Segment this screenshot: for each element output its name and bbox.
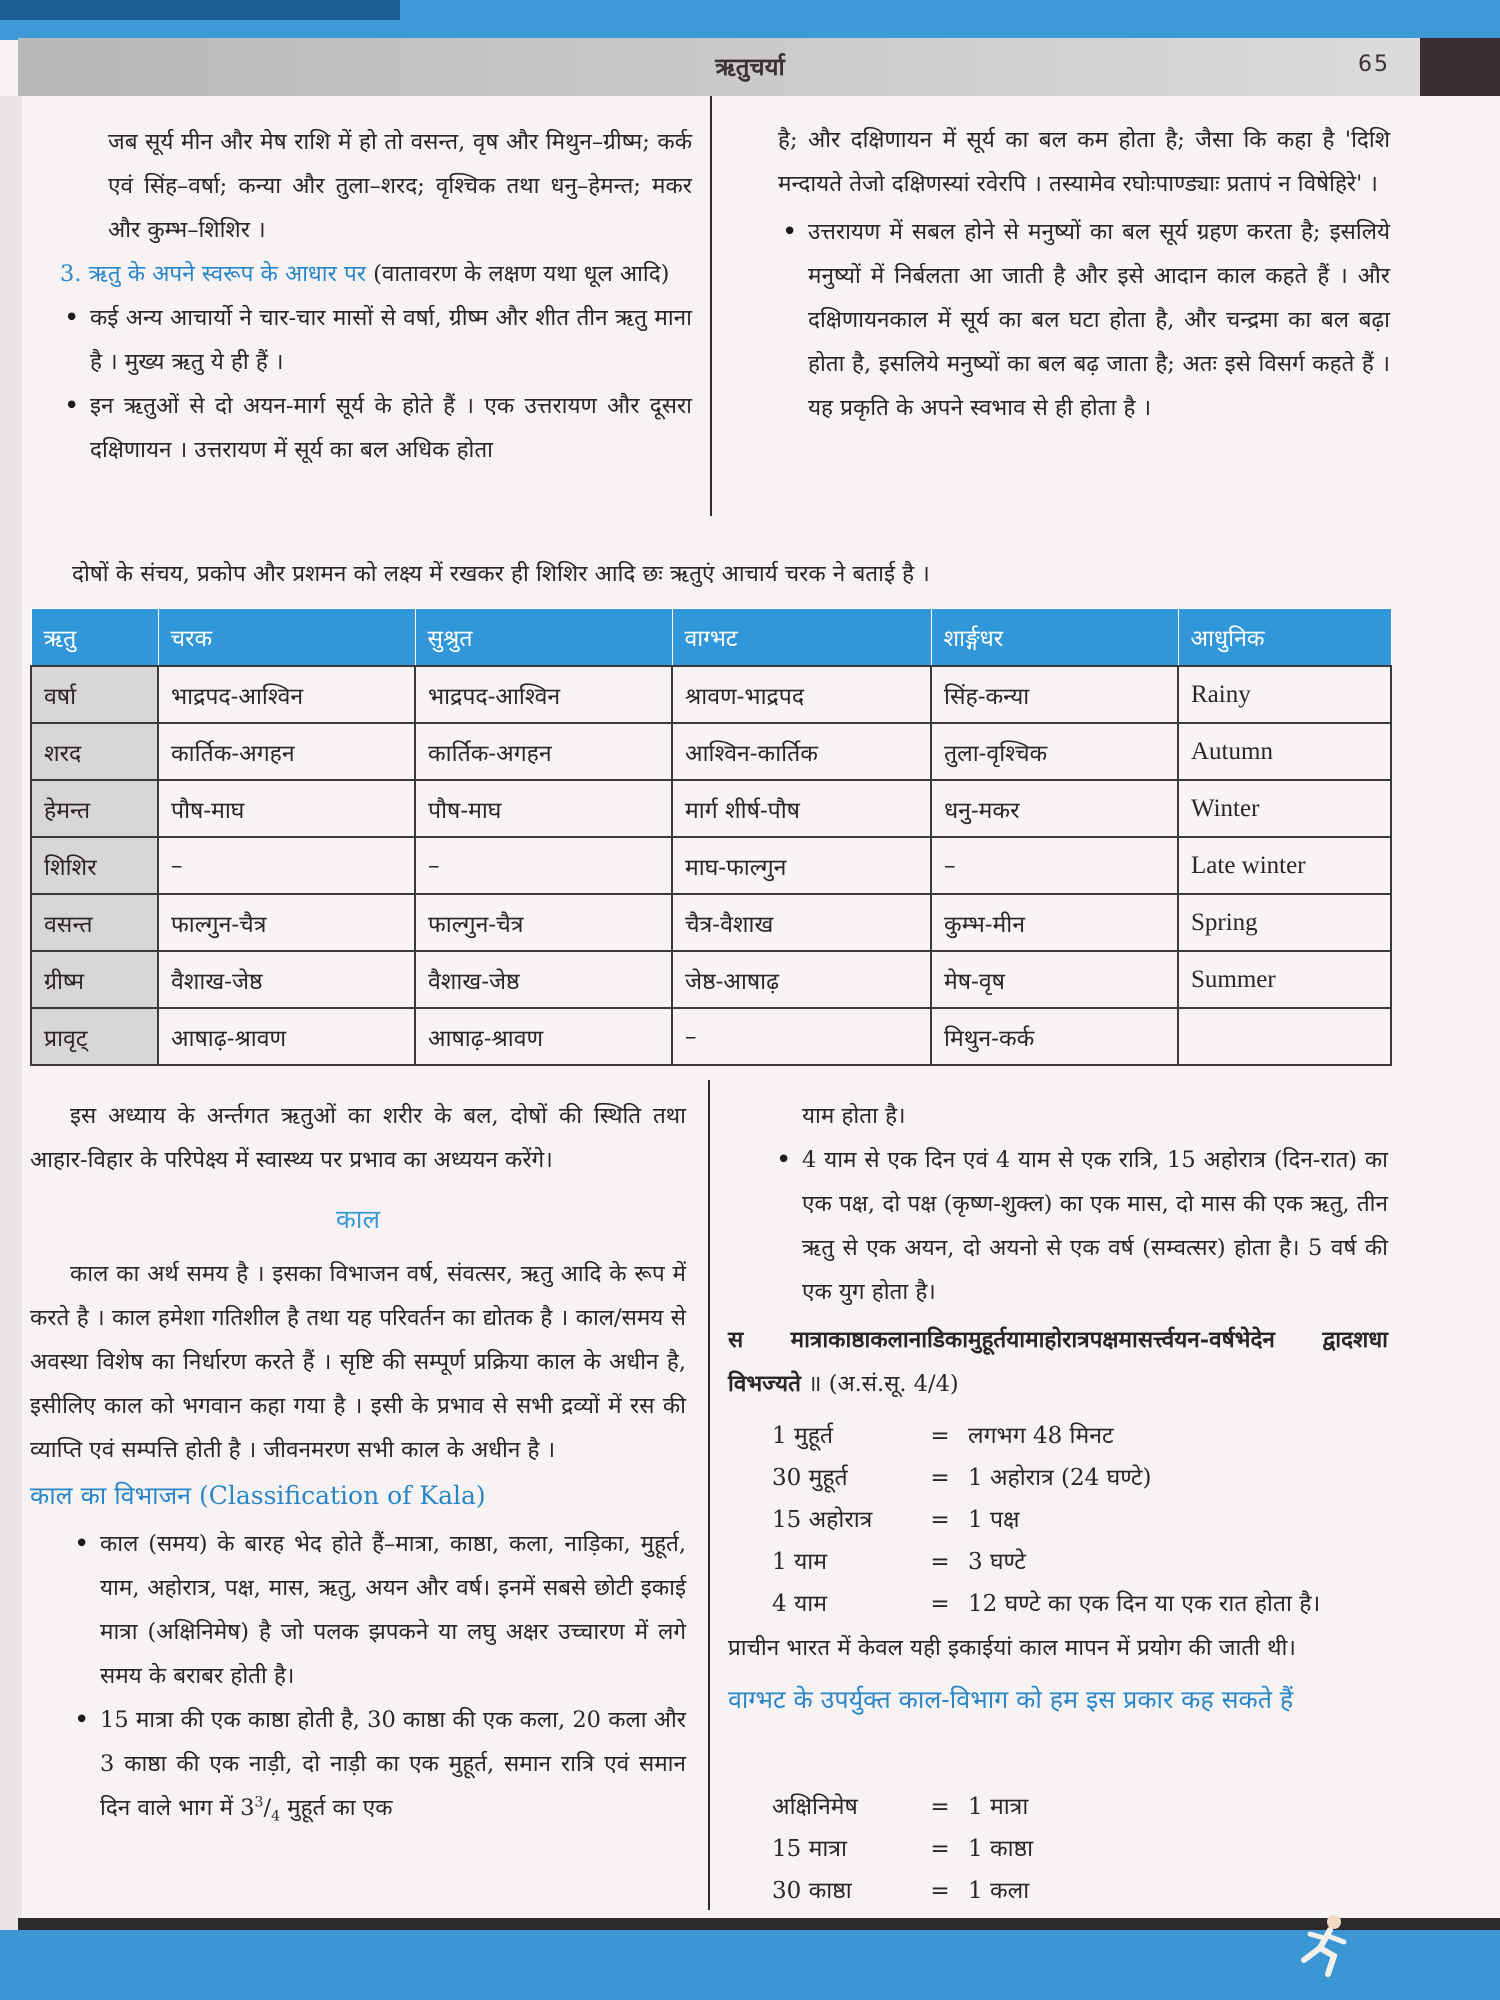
- table-cell: मेष-वृष: [931, 951, 1178, 1008]
- unit-left: 1 मुहूर्त: [772, 1423, 834, 1449]
- table-cell: –: [415, 837, 672, 894]
- fraction-denominator: 4: [271, 1808, 280, 1825]
- bullet-matra-kashtha-end: मुहूर्त का एक: [279, 1795, 393, 1821]
- table-cell: –: [158, 837, 415, 894]
- table-cell: कुम्भ-मीन: [931, 894, 1178, 951]
- table-cell: –: [931, 837, 1178, 894]
- unit-row: [772, 1583, 1320, 1625]
- bottom-left-column: [30, 1094, 686, 1830]
- table-cell: वर्षा: [31, 666, 158, 723]
- bullet-matra-kashtha: • 15 मात्रा की एक काष्ठा होती है, 30 काष्ठा की एक कला, 20 कला और 3 काष्ठा की एक नाड़ी, दो नाड़ी का एक मुहूर्त, समान रात्रि एवं समान दिन वाले भाग में $3^3/_4$ मुहूर्त का एक: [70, 1698, 686, 1830]
- shloka-line: [728, 1318, 1388, 1406]
- unit-equals: =: [930, 1465, 950, 1491]
- ancient-units-block: [728, 1626, 1388, 1722]
- unit-left: 30 काष्ठा: [772, 1878, 852, 1904]
- table-cell: पौष-माघ: [415, 780, 672, 837]
- ancient-units-line: प्राचीन भारत में केवल यही इकाईयां काल मापन में प्रयोग की जाती थी।: [728, 1635, 1296, 1661]
- item-3-rest: (वातावरण के लक्षण यथा धूल आदि): [365, 261, 670, 287]
- table-cell: वैशाख-जेष्ठ: [158, 951, 415, 1008]
- yaam-line: याम होता है।: [802, 1103, 906, 1129]
- ritu-table: [30, 608, 1392, 1066]
- bullet-three-seasons: • कई अन्य आचार्यो ने चार-चार मासों से वर्षा, ग्रीष्म और शीत तीन ऋतु माना है । मुख्य ऋतु ये ही हैं ।: [60, 296, 692, 384]
- unit-right: 1 काष्ठा: [968, 1836, 1034, 1862]
- page-gutter: [0, 96, 22, 1930]
- header-vagbhata: वाग्भट: [672, 609, 931, 667]
- table-cell: फाल्गुन-चैत्र: [415, 894, 672, 951]
- bullet-ayana: • इन ऋतुओं से दो अयन-मार्ग सूर्य के होते हैं । एक उत्तरायण और दूसरा दक्षिणायन । उत्तरायण में सूर्य का बल अधिक होता: [60, 384, 692, 472]
- unit-right: 1 पक्ष: [968, 1507, 1020, 1533]
- table-cell: वसन्त: [31, 894, 158, 951]
- table-cell: माघ-फाल्गुन: [672, 837, 931, 894]
- header-charaka: चरक: [158, 609, 415, 667]
- unit-equals: =: [930, 1549, 950, 1575]
- page-number: 65: [1358, 52, 1390, 77]
- classification-list: [30, 1522, 686, 1830]
- dakshinayana-paragraph: है; और दक्षिणायन में सूर्य का बल कम होता है; जैसा कि कहा है 'दिशि मन्दायते तेजो दक्षिणस्यां रवेरपि । तस्यामेव रघोःपाण्ड्याः प्रतापं न विषेहिरे' ।: [778, 127, 1390, 197]
- kala-heading: काल: [335, 1205, 381, 1235]
- table-cell: श्रावण-भाद्रपद: [672, 666, 931, 723]
- kala-paragraph: काल का अर्थ समय है । इसका विभाजन वर्ष, संवत्सर, ऋतु आदि के रूप में करते है । काल हमेशा गतिशील है तथा यह परिवर्तन का द्योतक है । काल/समय से अवस्था विशेष का निर्धारण करते हैं । सृष्टि की सम्पूर्ण प्रक्रिया काल के अधीन है, इसीलिए काल को भगवान कहा गया है । इसी के प्रभाव से सभी द्रव्यों में रस की व्याप्ति एवं सम्पत्ति होती है । जीवनमरण सभी काल के अधीन है ।: [30, 1261, 686, 1463]
- header-sushruta: सुश्रुत: [415, 609, 672, 667]
- unit-right: लगभग 48 मिनट: [968, 1423, 1114, 1449]
- table-row: [31, 666, 1391, 723]
- bullet-twelve-divisions: • काल (समय) के बारह भेद होते हैं–मात्रा, काष्ठा, कला, नाड़िका, मुहूर्त, याम, अहोरात्र, पक्ष, मास, ऋतु, अयन और वर्ष। इनमें सबसे छोटी इकाई मात्रा (अक्षिनिमेष) है जो पलक झपकने या लघु अक्षर उच्चारण में लगे समय के बराबर होती है।: [70, 1522, 686, 1698]
- table-cell: [1178, 1008, 1391, 1065]
- table-cell: शिशिर: [31, 837, 158, 894]
- table-row: [31, 837, 1391, 894]
- chapter-title: ऋतुचर्या: [715, 52, 785, 81]
- classification-heading: काल का विभाजन (Classification of Kala): [30, 1481, 486, 1510]
- seasons-zodiac-paragraph: जब सूर्य मीन और मेष राशि में हो तो वसन्त, वृष और मिथुन–ग्रीष्म; कर्क एवं सिंह–वर्षा; कन्या और तुला–शरद; वृश्चिक तथा धनु–हेमन्त; मकर और कुम्भ–शिशिर ।: [108, 129, 692, 243]
- unit-left: 30 मुहूर्त: [772, 1465, 848, 1491]
- table-cell: Summer: [1178, 951, 1391, 1008]
- unit-equals: =: [930, 1423, 950, 1449]
- item-3: [60, 252, 692, 296]
- bullet-adana-visarga: • उत्तरायण में सबल होने से मनुष्यों का बल सूर्य ग्रहण करता है; इसलिये मनुष्यों में निर्बलता आ जाती है और इसे आदान काल कहते हैं । और दक्षिणायनकाल में सूर्य का बल घटा होता है, और चन्द्रमा का बल बढ़ा होता है, इसलिये मनुष्यों का बल बढ़ जाता है; अतः इसे विसर्ग कहते हैं । यह प्रकृति के अपने स्वभाव से ही होता है ।: [778, 210, 1390, 430]
- table-row: [31, 951, 1391, 1008]
- table-row: [31, 894, 1391, 951]
- column-divider-top: [710, 96, 712, 516]
- header-modern: आधुनिक: [1178, 609, 1391, 667]
- top-right-column: [778, 118, 1390, 430]
- ritu-table-header: [31, 609, 1391, 667]
- unit-right: 1 कला: [968, 1878, 1030, 1904]
- table-cell: सिंह-कन्या: [931, 666, 1178, 723]
- table-row: [31, 1008, 1391, 1065]
- unit-row: [772, 1457, 1320, 1499]
- unit-left: 15 अहोरात्र: [772, 1507, 873, 1533]
- unit-equals: =: [930, 1591, 950, 1617]
- unit-equals: =: [930, 1878, 950, 1904]
- unit-row: [772, 1415, 1320, 1457]
- table-cell: कार्तिक-अगहन: [158, 723, 415, 780]
- table-cell: Autumn: [1178, 723, 1391, 780]
- table-cell: मार्ग शीर्ष-पौष: [672, 780, 931, 837]
- bullet-yaam-division: • 4 याम से एक दिन एवं 4 याम से एक रात्रि, 15 अहोरात्र (दिन-रात) का एक पक्ष, दो पक्ष (कृष्ण-शुक्ल) का एक मास, दो मास की एक ऋतु, तीन ऋतु से एक अयन, दो अयनो से एक वर्ष (सम्वत्सर) होता है। 5 वर्ष की एक युग होता है।: [772, 1138, 1388, 1314]
- table-cell: भाद्रपद-आश्विन: [415, 666, 672, 723]
- unit-table-2: [772, 1786, 1033, 1912]
- table-cell: Spring: [1178, 894, 1391, 951]
- table-cell: –: [672, 1008, 931, 1065]
- table-cell: ग्रीष्म: [31, 951, 158, 1008]
- table-cell: फाल्गुन-चैत्र: [158, 894, 415, 951]
- column-divider-bottom: [708, 1080, 710, 1910]
- table-cell: शरद: [31, 723, 158, 780]
- unit-row: [772, 1499, 1320, 1541]
- vagbhata-heading: वाग्भट के उपर्युक्त काल-विभाग को हम इस प्रकार कह सकते हैं: [728, 1685, 1294, 1714]
- bottom-right-column: [728, 1094, 1388, 1406]
- top-dark-band: [0, 0, 400, 20]
- table-cell: आषाढ़-श्रावण: [158, 1008, 415, 1065]
- unit-left: 15 मात्रा: [772, 1836, 847, 1862]
- unit-table-1: [772, 1415, 1320, 1625]
- unit-right: 1 मात्रा: [968, 1794, 1029, 1820]
- bullet-matra-kashtha-text: 15 मात्रा की एक काष्ठा होती है, 30 काष्ठा की एक कला, 20 कला और 3 काष्ठा की एक नाड़ी, दो नाड़ी का एक मुहूर्त, समान रात्रि एवं समान दिन वाले भाग में 3: [100, 1707, 686, 1821]
- chapter-intro: इस अध्याय के अर्न्तगत ऋतुओं का शरीर के बल, दोषों की स्थिति तथा आहार-विहार के परिपेक्ष्य में स्वास्थ्य पर प्रभाव का अध्ययन करेंगे।: [30, 1103, 686, 1173]
- unit-equals: =: [930, 1836, 950, 1862]
- table-row: [31, 723, 1391, 780]
- table-cell: वैशाख-जेष्ठ: [415, 951, 672, 1008]
- footer-bar: [0, 1930, 1500, 2000]
- table-row: [31, 780, 1391, 837]
- unit-equals: =: [930, 1794, 950, 1820]
- table-cell: आषाढ़-श्रावण: [415, 1008, 672, 1065]
- table-cell: भाद्रपद-आश्विन: [158, 666, 415, 723]
- unit-equals: =: [930, 1507, 950, 1533]
- runner-icon: [1290, 1910, 1360, 1980]
- shloka: स मात्राकाष्ठाकलानाडिकामुहूर्तयामाहोरात्रपक्षमासर्त्त्वयन-वर्षभेदेन द्वादशधा विभज्यते: [728, 1327, 1388, 1397]
- header-sharngadhara: शार्ङ्गधर: [931, 609, 1178, 667]
- item-3-heading: 3. ऋतु के अपने स्वरूप के आधार पर: [60, 261, 366, 287]
- top-left-column: [60, 120, 692, 472]
- unit-row: [772, 1828, 1033, 1870]
- table-cell: आश्विन-कार्तिक: [672, 723, 931, 780]
- table-cell: पौष-माघ: [158, 780, 415, 837]
- table-cell: धनु-मकर: [931, 780, 1178, 837]
- table-cell: जेष्ठ-आषाढ़: [672, 951, 931, 1008]
- unit-row: [772, 1541, 1320, 1583]
- table-cell: मिथुन-कर्क: [931, 1008, 1178, 1065]
- unit-right: 12 घण्टे का एक दिन या एक रात होता है।: [968, 1591, 1321, 1617]
- table-cell: Winter: [1178, 780, 1391, 837]
- table-cell: Rainy: [1178, 666, 1391, 723]
- table-cell: प्रावृट्: [31, 1008, 158, 1065]
- unit-row: [772, 1786, 1033, 1828]
- shloka-reference: ॥ (अ.सं.सू. 4/4): [800, 1371, 959, 1397]
- fraction-numerator: 3: [254, 1794, 264, 1811]
- table-cell: Late winter: [1178, 837, 1391, 894]
- unit-left: अक्षिनिमेष: [772, 1794, 858, 1820]
- table-cell: हेमन्त: [31, 780, 158, 837]
- table-cell: तुला-वृश्चिक: [931, 723, 1178, 780]
- table-cell: चैत्र-वैशाख: [672, 894, 931, 951]
- table-cell: कार्तिक-अगहन: [415, 723, 672, 780]
- header-ritu: ऋतु: [31, 609, 158, 667]
- unit-row: [772, 1870, 1033, 1912]
- unit-right: 3 घण्टे: [968, 1549, 1026, 1575]
- table-intro: दोषों के संचय, प्रकोप और प्रशमन को लक्ष्य में रखकर ही शिशिर आदि छः ऋतुएं आचार्य चरक ने बताई है ।: [72, 561, 930, 587]
- unit-left: 4 याम: [772, 1591, 827, 1617]
- unit-left: 1 याम: [772, 1549, 827, 1575]
- unit-right: 1 अहोरात्र (24 घण्टे): [968, 1465, 1152, 1491]
